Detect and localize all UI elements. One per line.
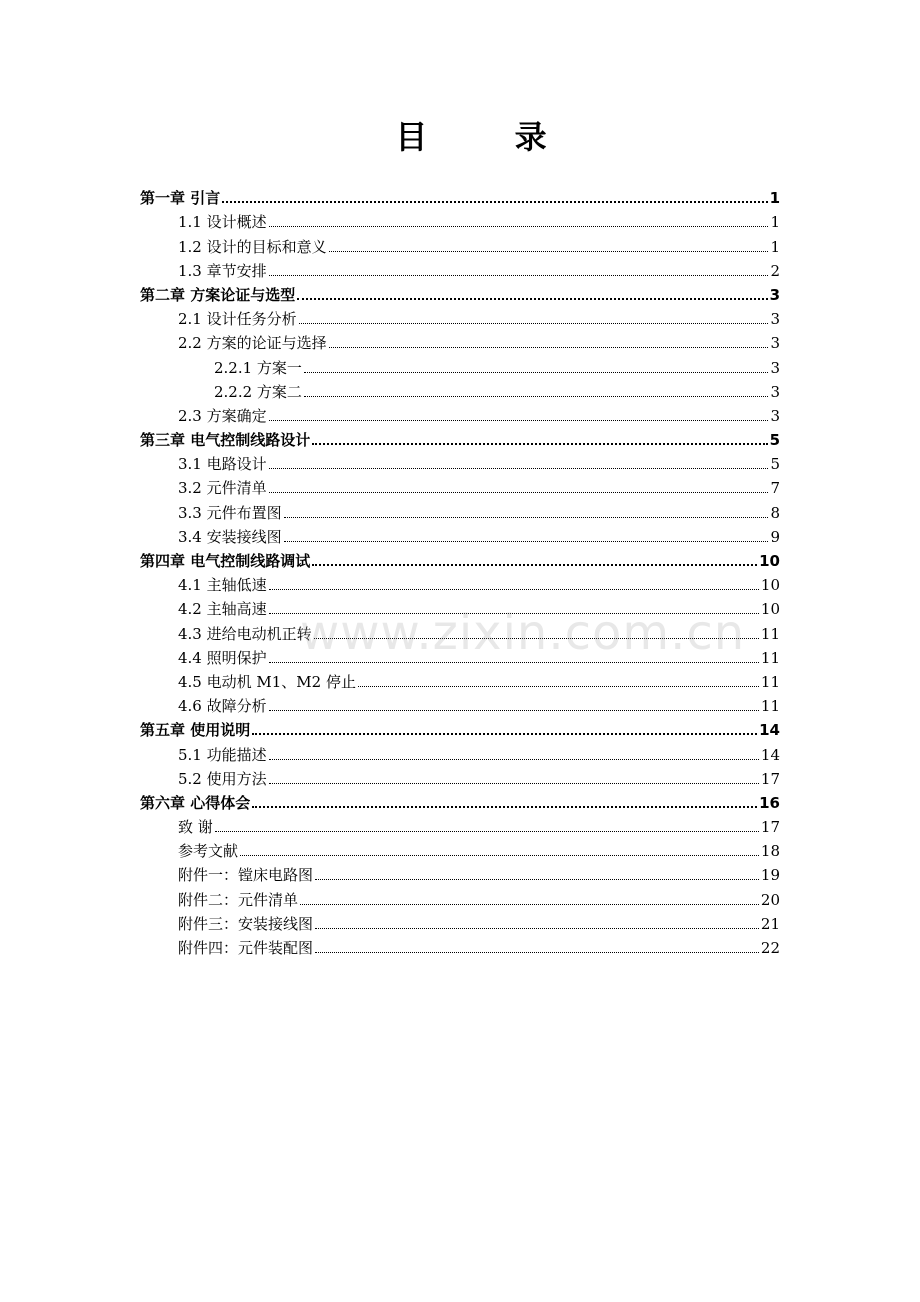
toc-chapter-entry[interactable] [140, 184, 780, 208]
toc-entry-label: 3.2 元件清单 [178, 479, 267, 498]
dot-leader [304, 396, 769, 397]
toc-page-number: 1 [770, 237, 780, 256]
toc-entry-label: 4.2 主轴高速 [178, 600, 267, 619]
toc-page-number: 11 [760, 648, 780, 667]
toc-page-number: 19 [760, 866, 780, 885]
toc-section-entry[interactable] [140, 861, 780, 885]
toc-section-entry[interactable] [140, 353, 780, 377]
toc-entry-label: 3.1 电路设计 [178, 455, 267, 474]
toc-page-number: 8 [770, 503, 780, 522]
dot-leader [252, 806, 757, 808]
toc-entry-label: 致 谢 [178, 818, 213, 837]
dot-leader [315, 879, 759, 880]
toc-entry-label: 3.3 元件布置图 [178, 503, 282, 522]
dot-leader [297, 298, 767, 300]
toc-section-entry[interactable] [140, 668, 780, 692]
toc-entry-label: 5.1 功能描述 [178, 745, 267, 764]
toc-entry-label: 2.1 设计任务分析 [178, 310, 297, 329]
toc-entry-label: 2.2 方案的论证与选择 [178, 334, 327, 353]
toc-entry-label: 2.3 方案确定 [178, 406, 267, 425]
toc-entry-label: 4.1 主轴低速 [178, 576, 267, 595]
toc-entry-label: 附件四：元件装配图 [178, 939, 314, 957]
dot-leader [284, 541, 769, 542]
toc-page-number: 11 [760, 624, 780, 643]
toc-page-number: 3 [770, 334, 780, 353]
toc-page-number: 17 [760, 818, 780, 837]
toc-entry-label: 2.2.1 方案一 [214, 358, 302, 377]
toc-page-number: 18 [760, 842, 780, 861]
dot-leader [315, 928, 759, 929]
toc-page-number: 5 [769, 431, 780, 450]
dot-leader [269, 275, 769, 276]
dot-leader [315, 952, 759, 953]
toc-entry-label: 5.2 使用方法 [178, 769, 267, 788]
dot-leader [252, 733, 757, 735]
toc-section-entry[interactable] [140, 934, 780, 958]
toc-entry-label: 4.5 电动机 M1、M2 停止 [178, 672, 356, 691]
toc-page-number: 17 [760, 769, 780, 788]
toc-page-number: 11 [760, 697, 780, 716]
toc-section-entry[interactable] [140, 523, 780, 547]
toc-entry-label: 附件二：元件清单 [178, 890, 299, 909]
dot-leader [269, 710, 759, 711]
dot-leader [269, 420, 769, 421]
dot-leader [312, 443, 767, 445]
toc-section-entry[interactable] [140, 329, 780, 353]
toc-entry-label: 1.1 设计概述 [178, 213, 267, 232]
toc-chapter-entry[interactable] [140, 426, 780, 450]
toc-entry-label: 1.3 章节安排 [178, 261, 267, 280]
toc-page-number: 11 [760, 672, 780, 691]
toc-page-number: 14 [760, 745, 780, 764]
toc-entry-label: 第六章 心得体会 [140, 793, 251, 812]
toc-section-entry[interactable] [140, 813, 780, 837]
dot-leader [269, 226, 769, 227]
toc-page-number: 5 [770, 455, 780, 474]
toc-page-number: 16 [759, 793, 780, 812]
dot-leader [358, 686, 759, 687]
toc-page-number: 1 [770, 213, 780, 232]
toc-chapter-entry[interactable] [140, 281, 780, 305]
toc-section-entry[interactable] [140, 378, 780, 402]
toc-page-number: 10 [760, 576, 780, 595]
toc-entry-label: 2.2.2 方案二 [214, 382, 302, 401]
toc-section-entry[interactable] [140, 498, 780, 522]
dot-leader [222, 201, 767, 203]
toc-section-entry[interactable] [140, 232, 780, 256]
toc-section-entry[interactable] [140, 402, 780, 426]
toc-section-entry[interactable] [140, 692, 780, 716]
toc-page-number: 20 [760, 890, 780, 909]
toc-page-number: 10 [760, 600, 780, 619]
toc-section-entry[interactable] [140, 837, 780, 861]
dot-leader [329, 347, 769, 348]
toc-entry-label: 1.2 设计的目标和意义 [178, 237, 327, 256]
toc-section-entry[interactable] [140, 571, 780, 595]
toc-section-entry[interactable] [140, 910, 780, 934]
toc-section-entry[interactable] [140, 474, 780, 498]
dot-leader [299, 323, 769, 324]
dot-leader [269, 589, 759, 590]
toc-entry-label: 第五章 使用说明 [140, 721, 251, 740]
toc-chapter-entry[interactable] [140, 547, 780, 571]
toc-page-number: 9 [770, 527, 780, 546]
toc-entry-label: 第一章 引言 [140, 189, 221, 208]
toc-page-number: 3 [769, 285, 780, 304]
toc-page-number: 21 [760, 914, 780, 933]
dot-leader [329, 251, 769, 252]
dot-leader [269, 783, 759, 784]
toc-page-number: 14 [759, 721, 780, 740]
toc-section-entry[interactable] [140, 450, 780, 474]
dot-leader [240, 855, 759, 856]
dot-leader [269, 468, 769, 469]
toc-entry-label: 附件一：镗床电路图 [178, 866, 314, 885]
table-of-contents [140, 184, 780, 958]
toc-page-number: 7 [770, 479, 780, 498]
toc-page-number: 3 [770, 382, 780, 401]
toc-entry-label: 4.4 照明保护 [178, 648, 267, 667]
toc-page-number: 3 [770, 358, 780, 377]
dot-leader [312, 564, 757, 566]
dot-leader [300, 904, 759, 905]
dot-leader [304, 372, 769, 373]
toc-page-number: 2 [770, 261, 780, 280]
toc-chapter-entry[interactable] [140, 716, 780, 740]
toc-section-entry[interactable] [140, 208, 780, 232]
toc-page-number: 1 [769, 189, 780, 208]
toc-page-number: 3 [770, 406, 780, 425]
toc-entry-label: 第三章 电气控制线路设计 [140, 431, 311, 450]
dot-leader [284, 517, 769, 518]
toc-chapter-entry[interactable] [140, 789, 780, 813]
toc-entry-label: 4.3 进给电动机正转 [178, 624, 312, 643]
toc-section-entry[interactable] [140, 885, 780, 909]
toc-page-number: 10 [759, 552, 780, 570]
dot-leader [269, 759, 759, 760]
toc-section-entry[interactable] [140, 765, 780, 789]
toc-section-entry[interactable] [140, 257, 780, 281]
toc-section-entry[interactable] [140, 740, 780, 764]
toc-page-number: 3 [770, 310, 780, 329]
toc-entry-label: 第四章 电气控制线路调试 [140, 552, 311, 570]
toc-entry-label: 附件三：安装接线图 [178, 914, 314, 933]
toc-entry-label: 3.4 安装接线图 [178, 527, 282, 546]
dot-leader [215, 831, 759, 832]
page-title: 目 录 [395, 118, 585, 156]
dot-leader [269, 662, 759, 663]
toc-entry-label: 第二章 方案论证与选型 [140, 285, 296, 304]
watermark: www.zixin.com.cn [300, 605, 746, 661]
toc-entry-label: 4.6 故障分析 [178, 697, 267, 716]
toc-page-number: 22 [760, 939, 780, 957]
dot-leader [269, 492, 769, 493]
toc-section-entry[interactable] [140, 305, 780, 329]
toc-entry-label: 参考文献 [178, 842, 239, 861]
